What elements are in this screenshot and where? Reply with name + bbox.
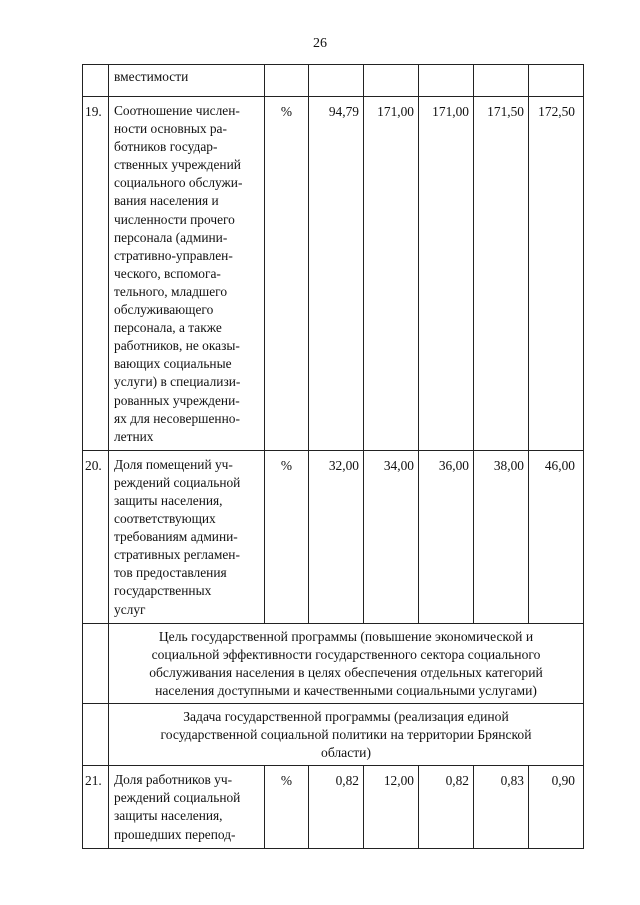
value-cell: 38,00 [474, 450, 529, 623]
program-goal-line: социальной эффективности государственного сектора социального [151, 646, 541, 662]
indicator-name [109, 766, 265, 848]
indicator-name-line: вместимости [114, 69, 189, 84]
indicator-name-line: численности прочего [114, 211, 235, 227]
value-cell: 12,00 [364, 766, 419, 848]
value-cell: 94,79 [309, 97, 364, 451]
indicator-name-line: тельного, младшего [114, 283, 228, 299]
value-cell: 171,00 [364, 97, 419, 451]
value-cell [419, 65, 474, 97]
value-cell [529, 65, 584, 97]
unit-cell [265, 65, 309, 97]
indicator-name-line: требованиям админи- [114, 529, 238, 545]
indicator-name [109, 97, 265, 451]
row-number-empty [83, 704, 109, 766]
value-cell [364, 65, 419, 97]
indicator-name-line: Доля помещений уч- [114, 456, 233, 472]
indicator-name-line: Доля работников уч- [114, 772, 233, 788]
indicator-name-line: ческого, вспомога- [114, 265, 221, 281]
value-cell: 32,00 [309, 450, 364, 623]
value-cell: 0,90 [529, 766, 584, 848]
indicator-name-line: прошедших перепод- [114, 826, 236, 842]
indicator-name-line: летних [114, 428, 154, 444]
value-cell: 34,00 [364, 450, 419, 623]
unit-cell: % [265, 450, 309, 623]
indicator-name-line: государственных [114, 583, 212, 599]
table-row [83, 97, 584, 451]
indicator-name-line: вания населения и [114, 193, 219, 209]
page-number: 26 [313, 36, 327, 51]
indicator-name-line: Соотношение числен- [114, 103, 240, 118]
indicators-table [82, 64, 584, 849]
value-cell: 172,50 [529, 97, 584, 451]
indicator-name-line: персонала, а также [114, 320, 222, 336]
program-task-line: Задача государственной программы (реализация единой [183, 709, 509, 724]
indicator-name-line: защиты населения, [114, 808, 223, 824]
indicator-name-line: вающих социальные [114, 356, 232, 372]
indicator-name-line: ственных учреждений [114, 157, 241, 173]
indicator-name-line: соответствующих [114, 511, 216, 527]
indicator-name [109, 65, 265, 97]
table-row [83, 766, 584, 848]
value-cell: 171,50 [474, 97, 529, 451]
program-goal [109, 623, 584, 703]
indicator-name-line: тов предоставления [114, 565, 227, 581]
indicator-name-line: реждений социальной [114, 790, 241, 806]
value-cell: 0,83 [474, 766, 529, 848]
row-number [83, 65, 109, 97]
table-row [83, 65, 584, 97]
program-goal-line: населения доступными и качественными социальными услугами) [155, 682, 537, 698]
program-task-line: области) [321, 745, 371, 761]
indicator-name-line: обслуживающего [114, 302, 214, 318]
goal-row [83, 623, 584, 703]
value-cell: 46,00 [529, 450, 584, 623]
program-goal-line: обслуживания населения в целях обеспечения отдельных категорий [149, 664, 543, 680]
indicator-name-line: персонала (админи- [114, 229, 228, 245]
value-cell: 0,82 [419, 766, 474, 848]
row-number: 21. [83, 766, 109, 848]
indicator-name-line: ности основных ра- [114, 121, 227, 137]
row-number-empty [83, 623, 109, 703]
unit-cell: % [265, 97, 309, 451]
indicator-name-line: защиты населения, [114, 492, 223, 508]
table-row [83, 450, 584, 623]
value-cell: 36,00 [419, 450, 474, 623]
program-goal-line: Цель государственной программы (повышение экономической и [158, 628, 534, 644]
row-number: 19. [83, 97, 109, 451]
value-cell [309, 65, 364, 97]
indicator-name-line: услуги) в специализи- [114, 374, 241, 390]
unit-cell: % [265, 766, 309, 848]
task-row [83, 704, 584, 766]
indicator-name-line: стративно-управлен- [114, 247, 233, 263]
indicator-name-line: ях для несовершенно- [114, 410, 240, 426]
indicator-name [109, 450, 265, 623]
value-cell: 0,82 [309, 766, 364, 848]
indicator-name-line: ботников государ- [114, 139, 218, 155]
indicator-name-line: рованных учреждени- [114, 392, 240, 408]
row-number: 20. [83, 450, 109, 623]
indicator-name-line: реждений социальной [114, 474, 241, 490]
program-task-line: государственной социальной политики на территории Брянской [160, 727, 532, 743]
value-cell: 171,00 [419, 97, 474, 451]
value-cell [474, 65, 529, 97]
indicator-name-line: социального обслужи- [114, 175, 243, 191]
indicator-name-line: стративных регламен- [114, 547, 240, 563]
program-task [109, 704, 584, 766]
indicator-name-line: работников, не оказы- [114, 338, 240, 354]
indicator-name-line: услуг [114, 601, 146, 617]
